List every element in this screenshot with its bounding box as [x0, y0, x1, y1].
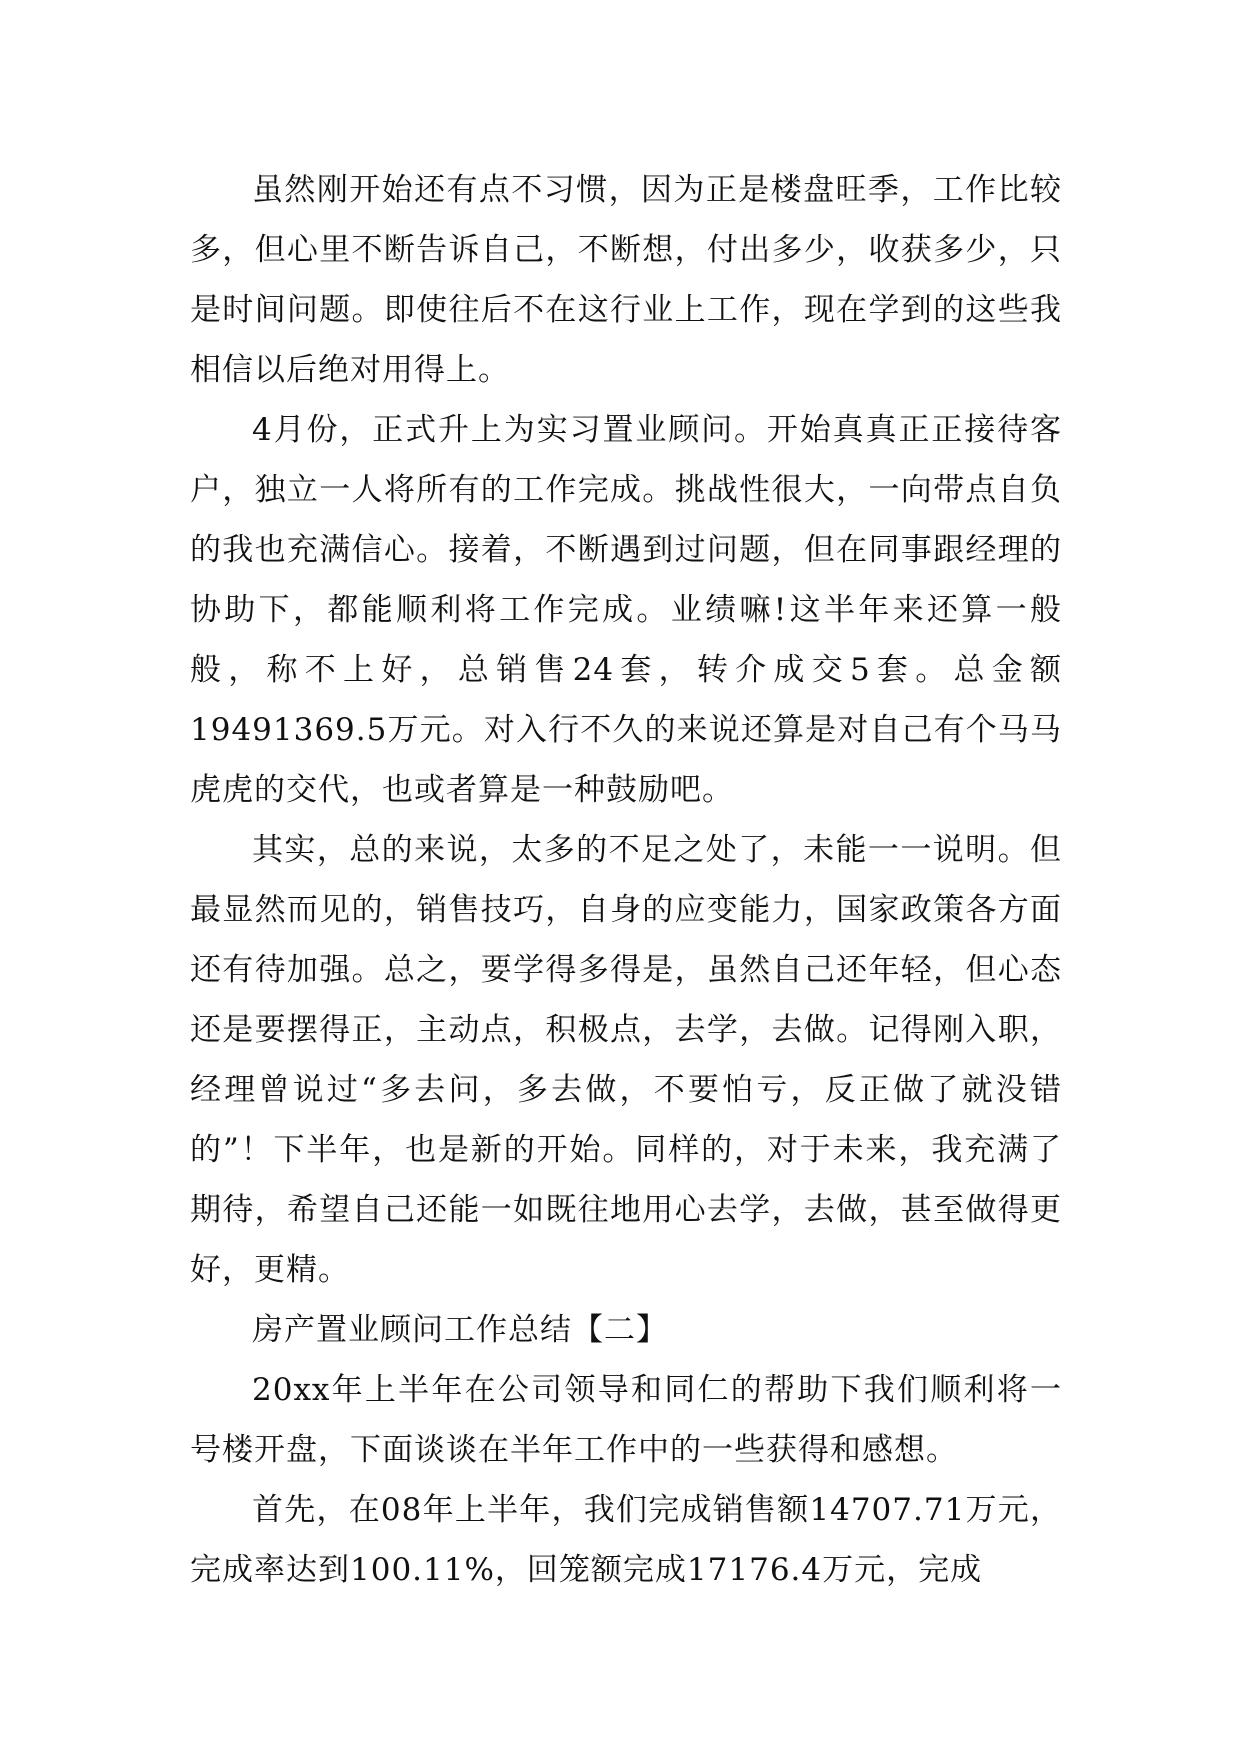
document-body [190, 160, 1062, 1600]
paragraph-1: 虽然刚开始还有点不习惯，因为正是楼盘旺季，工作比较多，但心里不断告诉自己，不断想，付出多少，收获多少，只是时间问题。即使往后不在这行业上工作，现在学到的这些我相信以后绝对用得上。 [190, 172, 1062, 388]
paragraph-2: 4月份，正式升上为实习置业顾问。开始真真正正接待客户，独立一人将所有的工作完成。挑战性很大，一向带点自负的我也充满信心。接着，不断遇到过问题，但在同事跟经理的协助下，都能顺利将工作完成。业绩嘛!这半年来还算一般般，称不上好，总销售24套，转介成交5套。总金额19491369.5万元。对入行不久的来说还算是对自己有个马马虎虎的交代，也或者算是一种鼓励吧。 [190, 412, 1062, 808]
paragraph-3: 其实，总的来说，太多的不足之处了，未能一一说明。但最显然而见的，销售技巧，自身的应变能力，国家政策各方面还有待加强。总之，要学得多得是，虽然自己还年轻，但心态还是要摆得正，主动点，积极点，去学，去做。记得刚入职，经理曾说过“多去问，多去做，不要怕亏，反正做了就没错的”！下半年，也是新的开始。同样的，对于未来，我充满了期待，希望自己还能一如既往地用心去学，去做，甚至做得更好，更精。 [190, 832, 1062, 1288]
section-heading: 房产置业顾问工作总结【二】 [252, 1312, 668, 1348]
paragraph-4: 20xx年上半年在公司领导和同仁的帮助下我们顺利将一号楼开盘，下面谈谈在半年工作中的一些获得和感想。 [190, 1372, 1062, 1468]
paragraph-5: 首先，在08年上半年，我们完成销售额14707.71万元，完成率达到100.11%，回笼额完成17176.4万元，完成 [190, 1492, 1062, 1588]
